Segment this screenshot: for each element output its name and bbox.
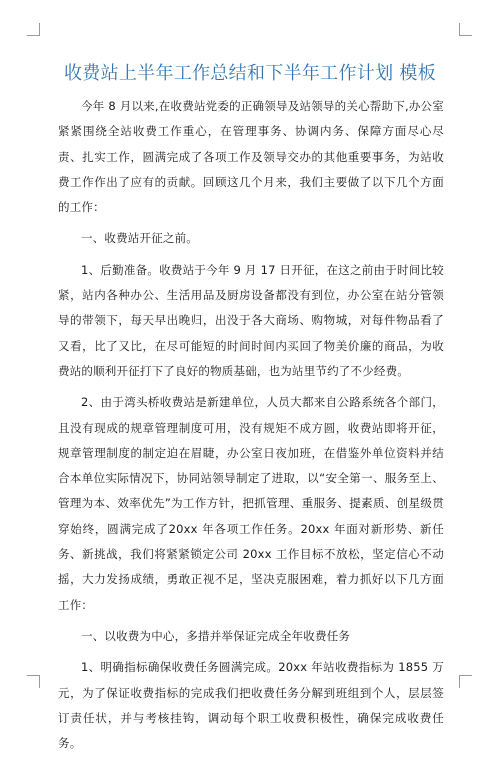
crop-mark-bottom-right-h bbox=[459, 675, 472, 676]
crop-mark-bottom-right-v bbox=[459, 675, 460, 688]
document-title: 收费站上半年工作总结和下半年工作计划 模板 bbox=[63, 63, 437, 84]
section-heading-before-opening: 一、收费站开征之前。 bbox=[81, 231, 198, 246]
crop-mark-top-right-h bbox=[459, 35, 472, 36]
logistics-paragraph: 1、后勤准备。收费站于今年 9 月 17 日开征，在这之前由于时间比较紧，站内各种办公、生活用品及厨房设备都没有到位，办公室在站分管领导的带领下，每天早出晚归，出没于各大商场、购物城，对每件物品看了又看，比了又比，在尽可能短的时间时间内买回了物美价廉的商品，为收费站的顺利开征打下了良好的物质基础，也为站里节约了不少经费。 bbox=[58, 262, 444, 378]
crop-mark-top-right-v bbox=[459, 23, 460, 36]
crop-mark-bottom-left-v bbox=[39, 675, 40, 688]
regulations-paragraph: 2、由于湾头桥收费站是新建单位，人员大都来自公路系统各个部门，且没有现成的规章管理制度可用，没有规矩不成方圆，收费站即将开征，规章管理制度的制定迫在眉睫，办公室日夜加班，在借鉴外单位资料并结合本单位实际情况下，协同站领导制定了进取，以“安全第一、服务至上、管理为本、效率优先”为工作方针，把抓管理、重服务、提素质、创星级贯穿始终，圆满完成了20xx 年各项工作任务。20xx 年面对新形势、新任务、新挑战，我们将紧紧锁定公司 20xx 工作目标不放松，坚定信心不动摇，大力发扬成绩，勇敢正视不足，坚决克服困难，着力抓好以下几方面工作： bbox=[58, 395, 444, 612]
section-heading-toll-center: 一、以收费为中心，多措并举保证完成全年收费任务 bbox=[81, 628, 351, 643]
document-body bbox=[58, 94, 444, 762]
target-paragraph: 1、明确指标确保收费任务圆满完成。20xx 年站收费指标为 1855 万元，为了保证收费指标的完成我们把收费任务分解到班组到个人，层层签订责任状，并与考核挂钩，调动每个职工收费积极性，确保完成收费任务。 bbox=[58, 660, 444, 751]
crop-mark-top-left-v bbox=[39, 23, 40, 36]
intro-paragraph: 今年 8 月以来,在收费站党委的正确领导及站领导的关心帮助下,办公室紧紧围绕全站收费工作重心，在管理事务、协调内务、保障方面尽心尽责、扎实工作，圆满完成了各项工作及领导交办的其他重要事务，为站收费工作作出了应有的贡献。回顾这几个月来，我们主要做了以下几个方面的工作： bbox=[58, 99, 444, 215]
